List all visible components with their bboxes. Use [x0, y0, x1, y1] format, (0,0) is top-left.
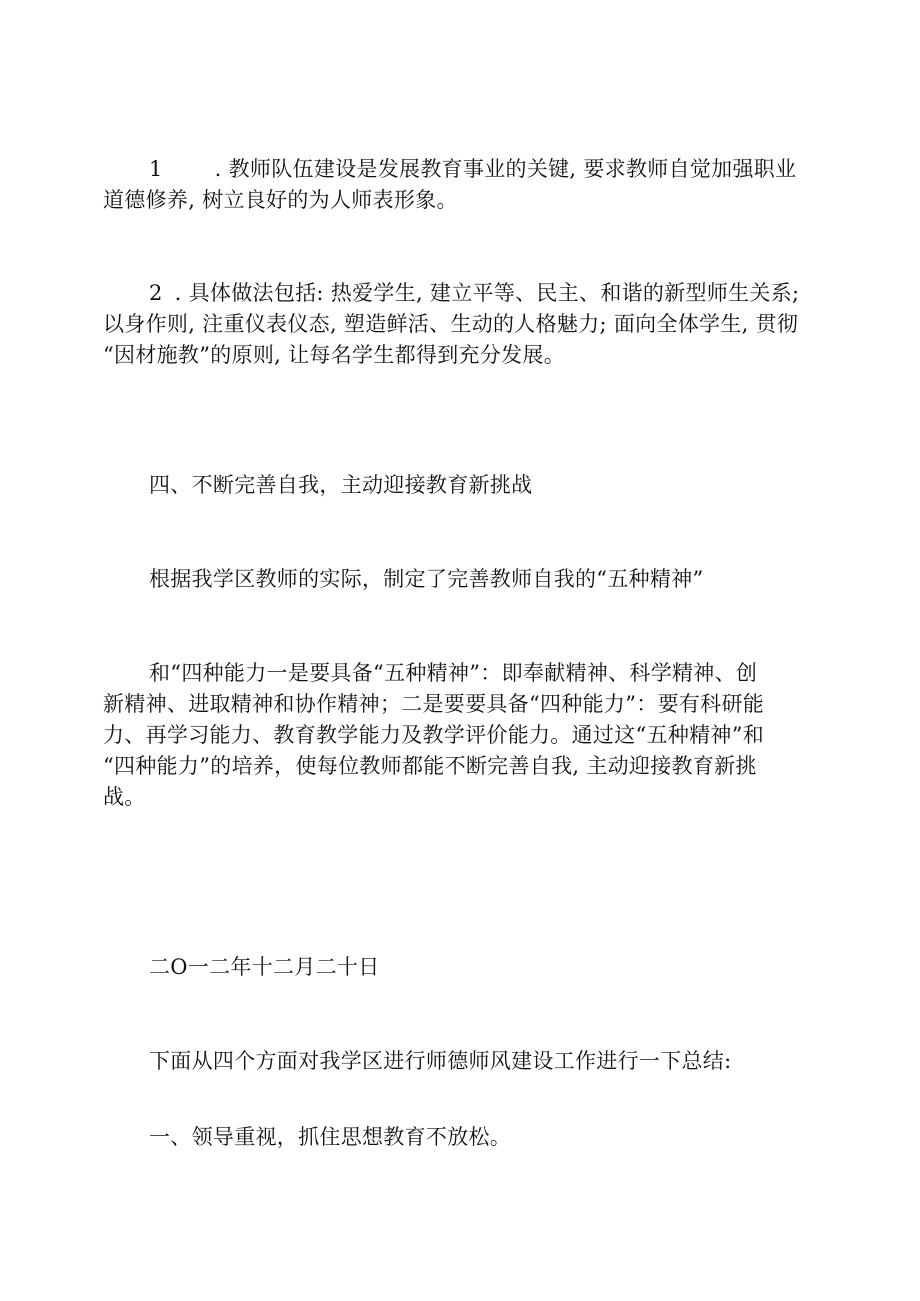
list-item-2-text-1: . 具体做法包括: 热爱学生, 建立平等、民主、和谐的新型师生关系; — [174, 281, 800, 305]
list-item-1-line-2: 道德修养, 树立良好的为人师表形象。 — [103, 188, 458, 212]
paragraph-abilities-line-4: “四种能力”的培养，使每位教师都能不断完善自我, 主动迎接教育新挑 — [103, 754, 757, 778]
paragraph-summary-intro: 下面从四个方面对我学区进行师德师风建设工作进行一下总结: — [149, 1049, 732, 1073]
list-item-2-number: 2 — [149, 281, 163, 305]
paragraph-abilities — [103, 658, 803, 813]
list-item-2-line-3: “因材施教”的原则, 让每名学生都得到充分发展。 — [103, 343, 566, 367]
document-date: 二O一二年十二月二十日 — [149, 955, 380, 979]
list-item-1-number: 1 — [149, 157, 163, 181]
list-item-2-line-1 — [103, 278, 803, 309]
list-item-1-line-1 — [103, 154, 803, 185]
paragraph-basis: 根据我学区教师的实际，制定了完善教师自我的“五种精神” — [149, 567, 704, 591]
paragraph-abilities-line-5: 战。 — [103, 785, 146, 809]
paragraph-abilities-line-3: 力、再学习能力、教育教学能力及教学评价能力。通过这“五种精神”和 — [103, 723, 765, 747]
paragraph-abilities-line-2: 新精神、进取精神和协作精神；二是要要具备“四种能力”：要有科研能 — [103, 692, 765, 716]
section-heading-1: 一、领导重视，抓住思想教育不放松。 — [149, 1125, 512, 1149]
list-item-1 — [103, 154, 803, 216]
list-item-2-line-2: 以身作则, 注重仪表仪态, 塑造鲜活、生动的人格魅力; 面向全体学生, 贯彻 — [103, 312, 799, 336]
paragraph-abilities-line-1: 和“四种能力一是要具备“五种精神”：即奉献精神、科学精神、创 — [149, 661, 758, 685]
section-heading-4: 四、不断完善自我，主动迎接教育新挑战 — [149, 473, 533, 497]
list-item-1-text-1: . 教师队伍建设是发展教育事业的关键, 要求教师自觉加强职业 — [214, 157, 797, 181]
list-item-2 — [103, 278, 803, 371]
